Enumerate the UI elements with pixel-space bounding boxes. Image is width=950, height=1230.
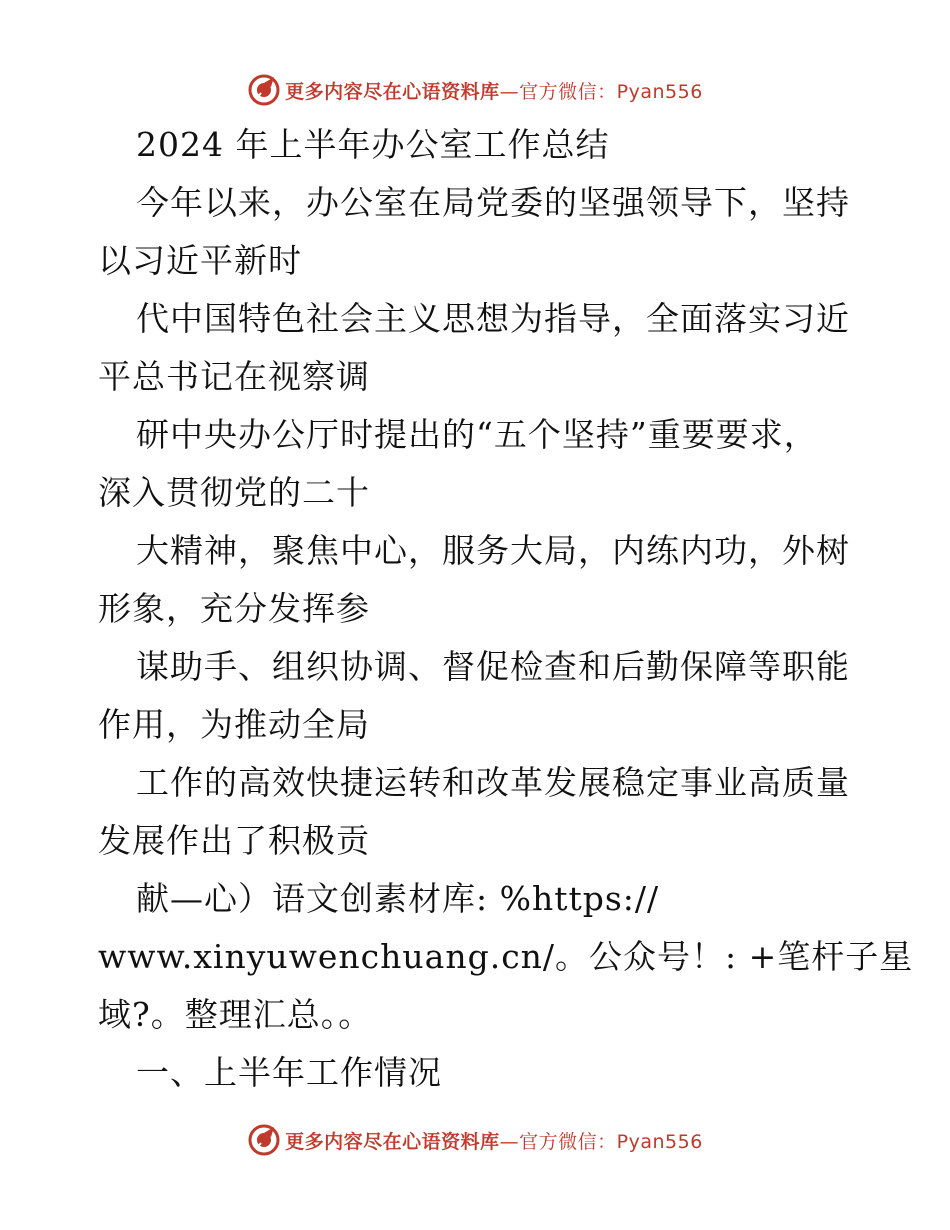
- header-banner-main: 更多内容尽在心语资料库: [285, 80, 500, 103]
- logo-icon: [247, 1123, 281, 1157]
- header-banner-text: [285, 77, 703, 104]
- footer-banner-inner: [247, 1123, 703, 1157]
- footer-banner-wechat: 官方微信：Pyan556: [519, 1130, 703, 1153]
- header-banner-wechat: 官方微信：Pyan556: [519, 80, 703, 103]
- paragraph-line: 今年以来，办公室在局党委的坚强领导下，坚持: [136, 183, 850, 222]
- paragraph-line: 献—心）语文创素材库: %https://: [136, 879, 660, 918]
- footer-banner-text: [285, 1127, 703, 1154]
- paragraph-line: 谋助手、组织协调、督促检查和后勤保障等职能: [136, 647, 850, 686]
- document-title: 2024 年上半年办公室工作总结: [136, 125, 610, 164]
- paragraph-line: 深入贯彻党的二十: [98, 473, 370, 512]
- footer-banner: [0, 1120, 950, 1160]
- footer-banner-dash: —: [499, 1130, 520, 1153]
- paragraph-line: 平总书记在视察调: [98, 357, 370, 396]
- logo-icon: [247, 73, 281, 107]
- footer-banner-main: 更多内容尽在心语资料库: [285, 1130, 500, 1153]
- header-banner-inner: [247, 73, 703, 107]
- paragraph-line: 大精神，聚焦中心，服务大局，内练内功，外树: [136, 531, 850, 570]
- document-body: [98, 116, 914, 1102]
- paragraph-line: 研中央办公厅时提出的“五个坚持”重要要求，: [136, 415, 818, 454]
- header-banner-dash: —: [499, 80, 520, 103]
- section-heading: 一、上半年工作情况: [136, 1053, 442, 1092]
- paragraph-line: 域?。整理汇总。。: [98, 995, 373, 1034]
- paragraph-line: 以习近平新时: [98, 241, 302, 280]
- paragraph-line: 代中国特色社会主义思想为指导，全面落实习近: [136, 299, 850, 338]
- header-banner: [0, 70, 950, 110]
- paragraph-line: 发展作出了积极贡: [98, 821, 370, 860]
- paragraph-line: www.xinyuwenchuang.cn/。公众号！: +笔杆子星: [98, 937, 914, 976]
- paragraph-line: 形象，充分发挥参: [98, 589, 370, 628]
- paragraph-line: 作用，为推动全局: [98, 705, 370, 744]
- paragraph-line: 工作的高效快捷运转和改革发展稳定事业高质量: [136, 763, 850, 802]
